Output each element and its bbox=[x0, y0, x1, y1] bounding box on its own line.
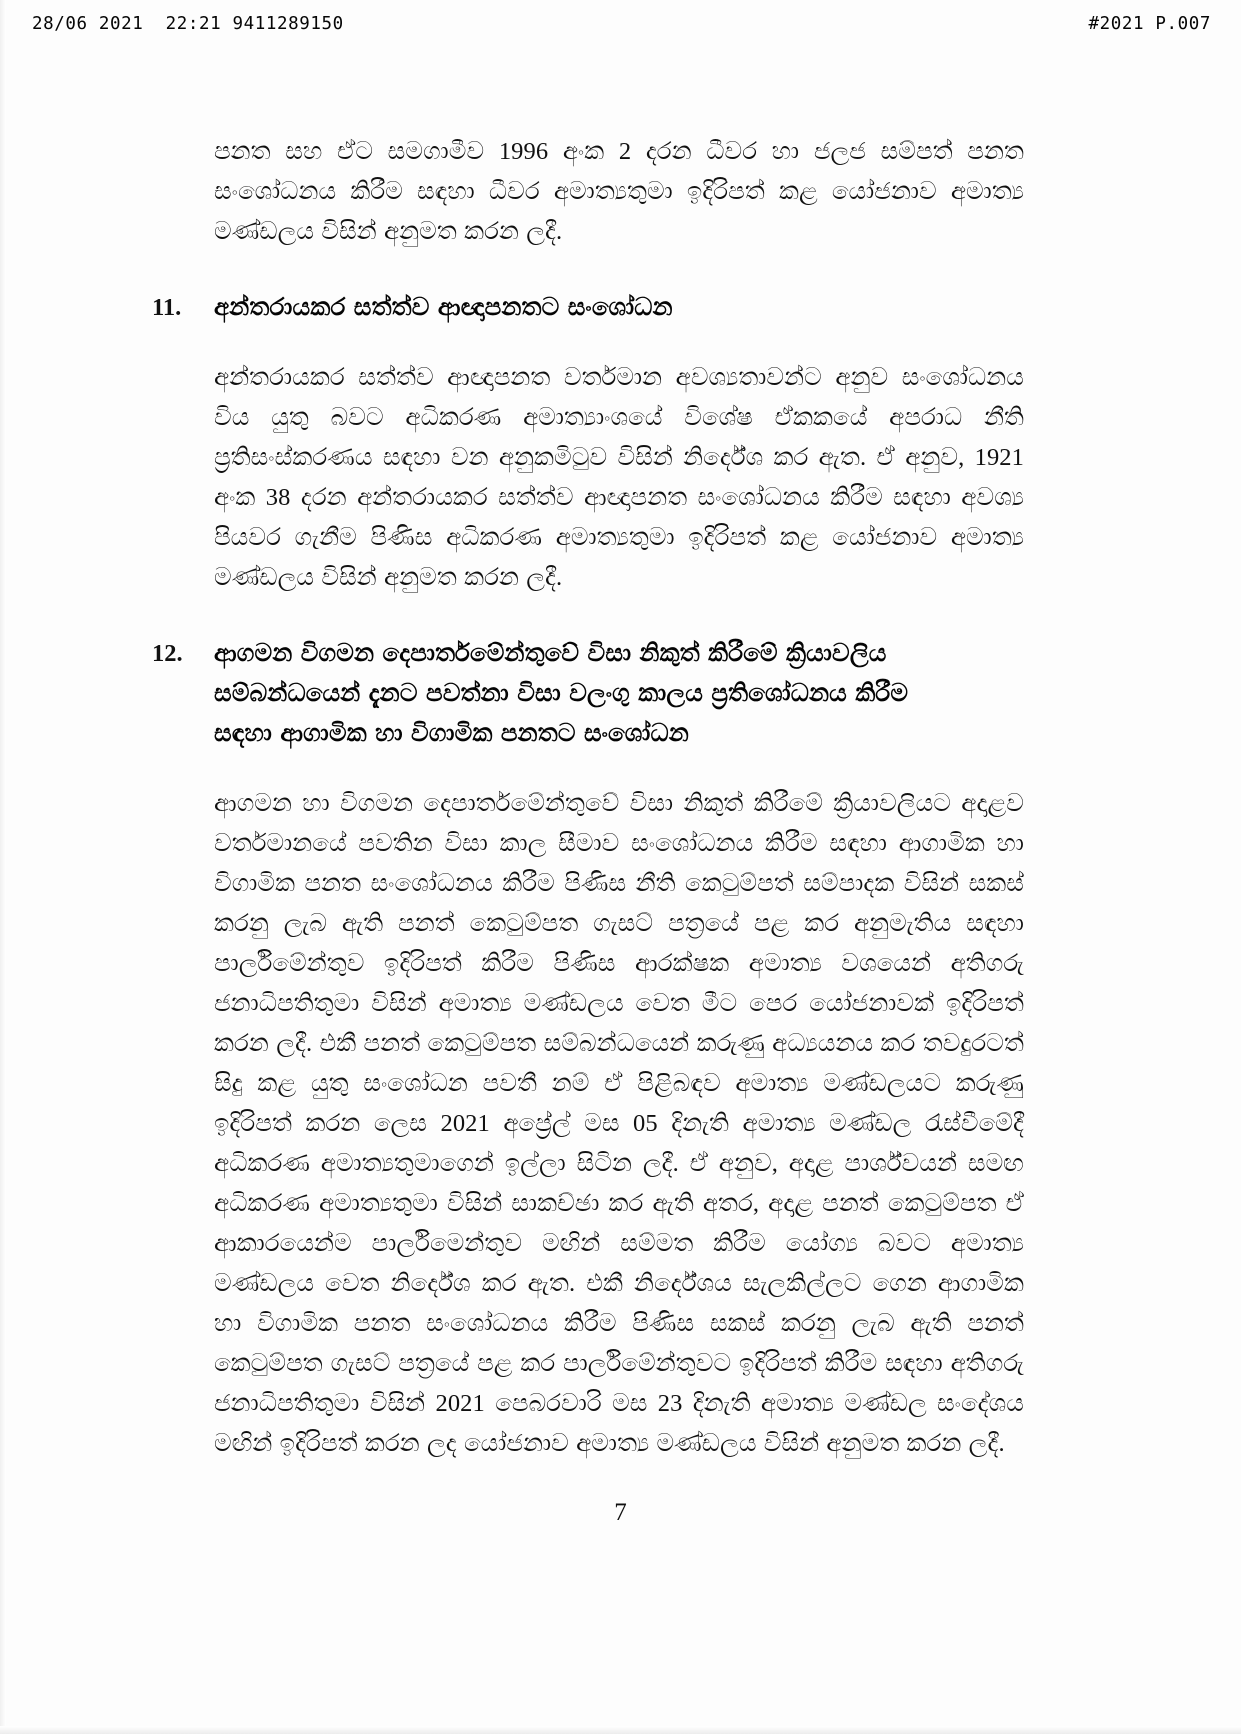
section-12 bbox=[152, 634, 1024, 1464]
section-11-body: අන්තරායකර සත්ත්ව ආඥාපනත වර්තමාන අවශ්‍යතාවන්ට අනුව සංශෝධනය විය යුතු බවට අධිකරණ අමාත්‍යාංශයේ විශේෂ ඒකකයේ අපරාධ නීති ප්‍රතිසංස්කරණය සඳහා වන අනුකමිටුව විසින් නිර්දේශ කර ඇත. ඒ අනුව, 1921 අංක 38 දරන අන්තරායකර සත්ත්ව ආඥාපනත සංශෝධනය කිරීම සඳහා අවශ්‍ය පියවර ගැනීම පිණිස අධිකරණ අමාත්‍යතුමා ඉදිරිපත් කළ යෝජනාව අමාත්‍ය මණ්ඩලය විසින් අනුමත කරන ලදී. bbox=[214, 364, 1024, 591]
section-12-body: ආගමන හා විගමන දෙපාර්තමේන්තුවේ විසා නිකුත් කිරීමේ ක්‍රියාවලියට අදාළව වර්තමානයේ පවතින විසා කාල සීමාව සංශෝධනය කිරීම සඳහා ආගාමික හා විගාමික පනත සංශෝධනය කිරීම පිණිස නීති කෙටුම්පත් සම්පාදක විසින් සකස් කරනු ලැබ ඇති පනත් කෙටුම්පත ගැසට් පත්‍රයේ පළ කර අනුමැතිය සඳහා පාර්ලිමේන්තුව ඉදිරිපත් කිරීම පිණිස ආරක්ෂක අමාත්‍ය වශයෙන් අතිගරු ජනාධිපතිතුමා විසින් අමාත්‍ය මණ්ඩලය වෙත මීට පෙර යෝජනාවක් ඉදිරිපත් කරන ලදී. එකී පනත් කෙටුම්පත සම්බන්ධයෙන් කරුණු අධ්‍යයනය කර තවදුරටත් සිදු කළ යුතු සංශෝධන පවතී නම් ඒ පිළිබඳව අමාත්‍ය මණ්ඩලයට කරුණු ඉදිරිපත් කරන ලෙස 2021 අප්‍රේල් මස 05 දිනැති අමාත්‍ය මණ්ඩල රැස්වීමේදී අධිකරණ අමාත්‍යතුමාගෙන් ඉල්ලා සිටින ලදී. ඒ අනුව, අදාළ පාර්ශ්වයන් සමඟ අධිකරණ අමාත්‍යතුමා විසින් සාකච්ඡා කර ඇති අතර, අදාළ පනත් කෙටුම්පත ඒ ආකාරයෙන්ම පාර්ලිමෙන්තුව මඟින් සම්මත කිරීම යෝග්‍ය බවට අමාත්‍ය මණ්ඩලය වෙත නිර්දේශ කර ඇත. එකී නිර්දේශය සැලකිල්ලට ගෙන ආගාමික හා විගාමික පනත සංශෝධනය කිරීම පිණිස සකස් කරනු ලැබ ඇති පනත් කෙටුම්පත ගැසට් පත්‍රයේ පළ කර පාර්ලිමේන්තුවට ඉදිරිපත් කිරීම සඳහා අතිගරු ජනාධිපතිතුමා විසින් 2021 පෙබරවාරි මස 23 දිනැති අමාත්‍ය මණ්ඩල සංදේශය මඟින් ඉදිරිපත් කරන ලද යෝජනාව අමාත්‍ය මණ්ඩලය විසින් අනුමත කරන ලදී. bbox=[214, 790, 1024, 1457]
section-12-title-line-2: සම්බන්ධයෙන් දැනට පවත්නා විසා වලංගු කාලය ප්‍රතිශෝධනය කිරීම bbox=[214, 680, 909, 707]
section-12-number: 12. bbox=[152, 640, 183, 667]
fax-header bbox=[0, 14, 1241, 44]
section-11-heading bbox=[152, 288, 1024, 328]
continued-paragraph: පනත සහ ඒට සමගාමීව 1996 අංක 2 දරන ධීවර හා ජලජ සම්පත් පනත සංශෝධනය කිරීම සඳහා ධීවර අමාත්‍යතුමා ඉදිරිපත් කළ යෝජනාව අමාත්‍ය මණ්ඩලය විසින් අනුමත කරන ලදී. bbox=[214, 138, 1024, 245]
section-12-title-line-1: ආගමන විගමන දෙපාර්තමේන්තුවේ විසා නිකුත් කිරීමේ ක්‍රියාවලිය bbox=[214, 640, 887, 667]
scan-edge-left bbox=[0, 0, 6, 1734]
page-number: 7 bbox=[614, 1499, 627, 1526]
section-12-title bbox=[214, 634, 1024, 754]
section-11-title bbox=[214, 288, 1024, 328]
section-11-title-line-1: අන්තරායකර සත්ත්ව ආඥාපනතට සංශෝධන bbox=[214, 294, 673, 321]
document-body bbox=[152, 132, 1024, 1464]
section-11 bbox=[152, 288, 1024, 598]
section-12-title-line-3: සඳහා ආගාමික හා විගාමික පනතට සංශෝධන bbox=[214, 720, 689, 747]
scan-edge-bottom bbox=[0, 1726, 1241, 1734]
section-11-number: 11. bbox=[152, 294, 182, 321]
section-12-heading bbox=[152, 634, 1024, 754]
fax-header-page-id: #2021 P.007 bbox=[1088, 14, 1211, 34]
fax-header-origin: 28/06 2021 22:21 9411289150 bbox=[32, 14, 344, 34]
